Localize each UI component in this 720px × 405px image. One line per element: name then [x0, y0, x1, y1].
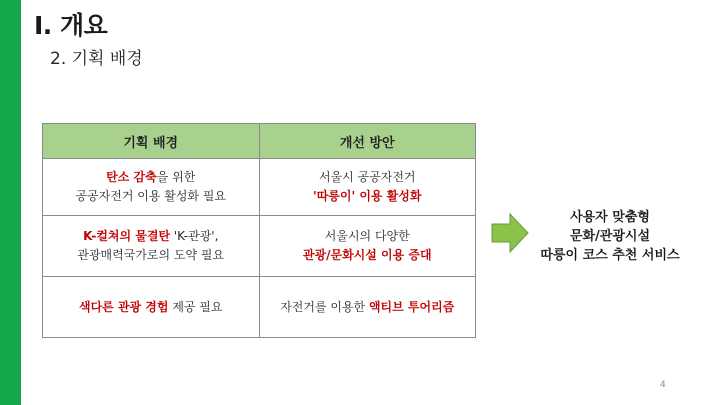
- cell-text: 서울시의 다양한: [324, 229, 410, 243]
- table-header-row: [43, 124, 476, 159]
- header-improvement: 개선 방안: [259, 124, 476, 159]
- slide-subtitle: 2. 기획 배경: [50, 49, 143, 69]
- highlight-text: '따릉이' 이용 활성화: [313, 189, 422, 203]
- table-cell-background: [43, 159, 260, 216]
- table-cell-improvement: [259, 216, 476, 277]
- table-cell-background: [43, 216, 260, 277]
- highlight-text: 색다른 관광 경험: [78, 299, 169, 314]
- cell-text: 서울시 공공자전거: [318, 170, 416, 184]
- table-cell-background: [43, 277, 260, 338]
- header-background: 기획 배경: [43, 124, 260, 159]
- highlight-text: K-컬쳐의 물결탄: [83, 229, 171, 243]
- cell-text: 'K-관광',: [170, 229, 219, 243]
- accent-side-bar: [0, 0, 21, 405]
- table-cell-improvement: [259, 159, 476, 216]
- summary-line: 따릉이 코스 추천 서비스: [540, 248, 680, 263]
- table-row: [43, 159, 476, 216]
- right-arrow-icon: [491, 213, 529, 253]
- table-row: [43, 216, 476, 277]
- table-row: [43, 277, 476, 338]
- slide-title: I. 개요: [34, 11, 108, 40]
- background-table: [42, 123, 476, 338]
- summary-line: 문화/관광시설: [569, 229, 651, 244]
- cell-text: 자전거를 이용한: [280, 299, 369, 314]
- table-cell-improvement: [259, 277, 476, 338]
- highlight-text: 액티브 투어리즘: [368, 299, 455, 314]
- cell-text: 제공 필요: [168, 299, 223, 314]
- page-number: 4: [660, 380, 666, 390]
- cell-text: 공공자전거 이용 활성화 필요: [75, 189, 227, 203]
- cell-text: 관광매력국가로의 도약 필요: [77, 248, 225, 262]
- cell-text: 을 위한: [156, 170, 196, 184]
- summary-line: 사용자 맞춤형: [570, 210, 650, 225]
- highlight-text: 탄소 감축: [106, 170, 157, 184]
- summary-text: [530, 208, 690, 265]
- highlight-text: 관광/문화시설 이용 증대: [302, 248, 432, 262]
